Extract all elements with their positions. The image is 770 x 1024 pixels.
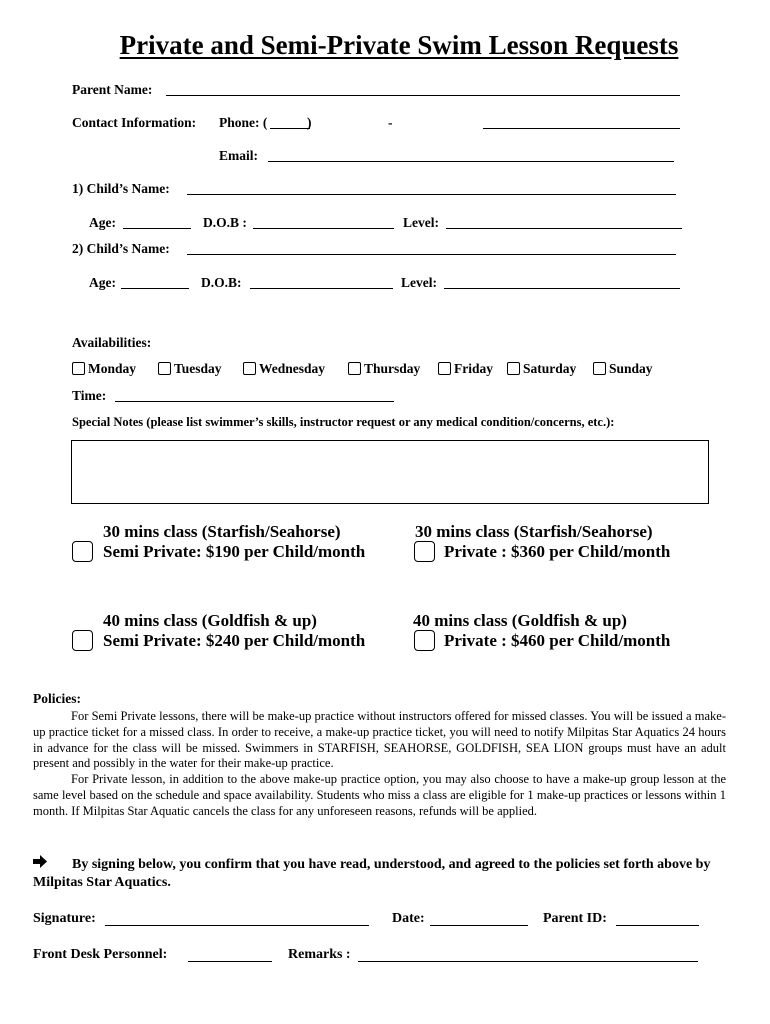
date-field[interactable] <box>430 925 528 926</box>
confirmation-text: By signing below, you confirm that you have read, understood, and agreed to the policies set forth above by Milpitas Star Aquatics. <box>33 857 711 890</box>
wednesday-label: Wednesday <box>259 361 326 376</box>
child2-name-field[interactable] <box>187 254 676 255</box>
thursday-checkbox[interactable] <box>348 362 361 375</box>
child2-age-label: Age: <box>89 275 116 290</box>
child2-level-label: Level: <box>401 275 437 290</box>
day-sunday[interactable] <box>593 361 653 377</box>
remarks-label: Remarks : <box>288 947 351 962</box>
policy-paragraph-1: For Semi Private lessons, there will be make-up practice without instructors offered for missed classes. You will be issued a make-up practice ticket for a missed class. In order to receive, a make-up practice ticket, you will need to notify Milpitas Star Aquatics 24 hours in advance for the class will be missed. Swimmers in STARFISH, SEAHORSE, GOLDFISH, SEA LION groups must have an adult present and possibly in the water for their make-up practice. <box>33 709 726 771</box>
date-label: Date: <box>392 911 425 926</box>
day-wednesday[interactable] <box>243 361 325 377</box>
tuesday-label: Tuesday <box>174 361 222 376</box>
signature-label: Signature: <box>33 911 96 926</box>
phone-area-code-field[interactable] <box>270 128 310 129</box>
parent-id-field[interactable] <box>616 925 699 926</box>
contact-info-label: Contact Information: <box>72 115 197 130</box>
phone-paren-close: ) <box>307 115 312 130</box>
monday-label: Monday <box>88 361 137 376</box>
child1-dob-label: D.O.B : <box>203 215 247 230</box>
policies-heading: Policies: <box>33 691 81 706</box>
friday-checkbox[interactable] <box>438 362 451 375</box>
day-friday[interactable] <box>438 361 493 377</box>
form-title: Private and Semi-Private Swim Lesson Requests <box>119 30 679 60</box>
option-private-30-line1: 30 mins class (Starfish/Seahorse) <box>415 522 653 541</box>
child1-level-label: Level: <box>403 215 439 230</box>
option-private-30 <box>415 522 670 562</box>
sunday-label: Sunday <box>609 361 653 376</box>
day-thursday[interactable] <box>348 361 420 377</box>
option-private-40 <box>413 611 670 651</box>
monday-checkbox[interactable] <box>72 362 85 375</box>
option-private-30-line2: Private : $360 per Child/month <box>444 542 671 561</box>
child1-age-label: Age: <box>89 215 116 230</box>
special-notes-box[interactable] <box>71 440 709 504</box>
front-desk-label: Front Desk Personnel: <box>33 947 168 962</box>
phone-label: Phone: ( <box>219 115 268 130</box>
option-semi-private-40-line2: Semi Private: $240 per Child/month <box>103 631 366 650</box>
child1-dob-field[interactable] <box>253 228 394 229</box>
arrow-right-icon <box>33 855 59 874</box>
tuesday-checkbox[interactable] <box>158 362 171 375</box>
availabilities-label: Availabilities: <box>72 335 152 350</box>
wednesday-checkbox[interactable] <box>243 362 256 375</box>
policy-paragraph-2: For Private lesson, in addition to the above make-up practice option, you may also choose to have a make-up group lesson at the same level based on the schedule and space availability. Students who miss a class are eligible for 1 make-up practices or lessons within 1 month. If Milpitas Star Aquatic cancels the class for any unforeseen reasons, refunds will be applied. <box>33 772 726 818</box>
child1-name-field[interactable] <box>187 194 676 195</box>
time-label: Time: <box>72 388 107 403</box>
phone-number-field[interactable] <box>483 128 680 129</box>
option-private-40-line2: Private : $460 per Child/month <box>444 631 671 650</box>
signature-field[interactable] <box>105 925 369 926</box>
option-semi-private-30-line2: Semi Private: $190 per Child/month <box>103 542 366 561</box>
option-private-40-line1: 40 mins class (Goldfish & up) <box>413 611 627 630</box>
saturday-label: Saturday <box>523 361 577 376</box>
parent-name-field[interactable] <box>166 95 680 96</box>
sunday-checkbox[interactable] <box>593 362 606 375</box>
child2-level-field[interactable] <box>444 288 680 289</box>
child1-name-label: 1) Child’s Name: <box>72 181 170 196</box>
child2-name-label: 2) Child’s Name: <box>72 241 170 256</box>
time-field[interactable] <box>115 401 394 402</box>
email-label: Email: <box>219 148 258 163</box>
option-semi-private-30-line1: 30 mins class (Starfish/Seahorse) <box>103 522 341 541</box>
parent-id-label: Parent ID: <box>543 911 607 926</box>
child2-dob-field[interactable] <box>250 288 393 289</box>
confirmation-statement <box>33 855 733 892</box>
special-notes-label: Special Notes (please list swimmer’s skills, instructor request or any medical condition/concerns, etc.): <box>72 415 615 429</box>
child2-age-field[interactable] <box>121 288 189 289</box>
saturday-checkbox[interactable] <box>507 362 520 375</box>
thursday-label: Thursday <box>364 361 421 376</box>
front-desk-field[interactable] <box>188 961 272 962</box>
option-semi-private-40 <box>103 611 365 651</box>
day-monday[interactable] <box>72 361 136 377</box>
parent-name-label: Parent Name: <box>72 82 153 97</box>
option-semi-private-40-line1: 40 mins class (Goldfish & up) <box>103 611 317 630</box>
email-field[interactable] <box>268 161 674 162</box>
option-semi-private-30-checkbox[interactable] <box>72 541 93 562</box>
day-tuesday[interactable] <box>158 361 222 377</box>
child2-dob-label: D.O.B: <box>201 275 242 290</box>
child1-age-field[interactable] <box>123 228 191 229</box>
option-semi-private-30 <box>103 522 365 562</box>
day-saturday[interactable] <box>507 361 576 377</box>
child1-level-field[interactable] <box>446 228 682 229</box>
policies-text <box>33 709 726 820</box>
option-semi-private-40-checkbox[interactable] <box>72 630 93 651</box>
remarks-field[interactable] <box>358 961 698 962</box>
friday-label: Friday <box>454 361 493 376</box>
phone-dash: - <box>388 115 393 130</box>
